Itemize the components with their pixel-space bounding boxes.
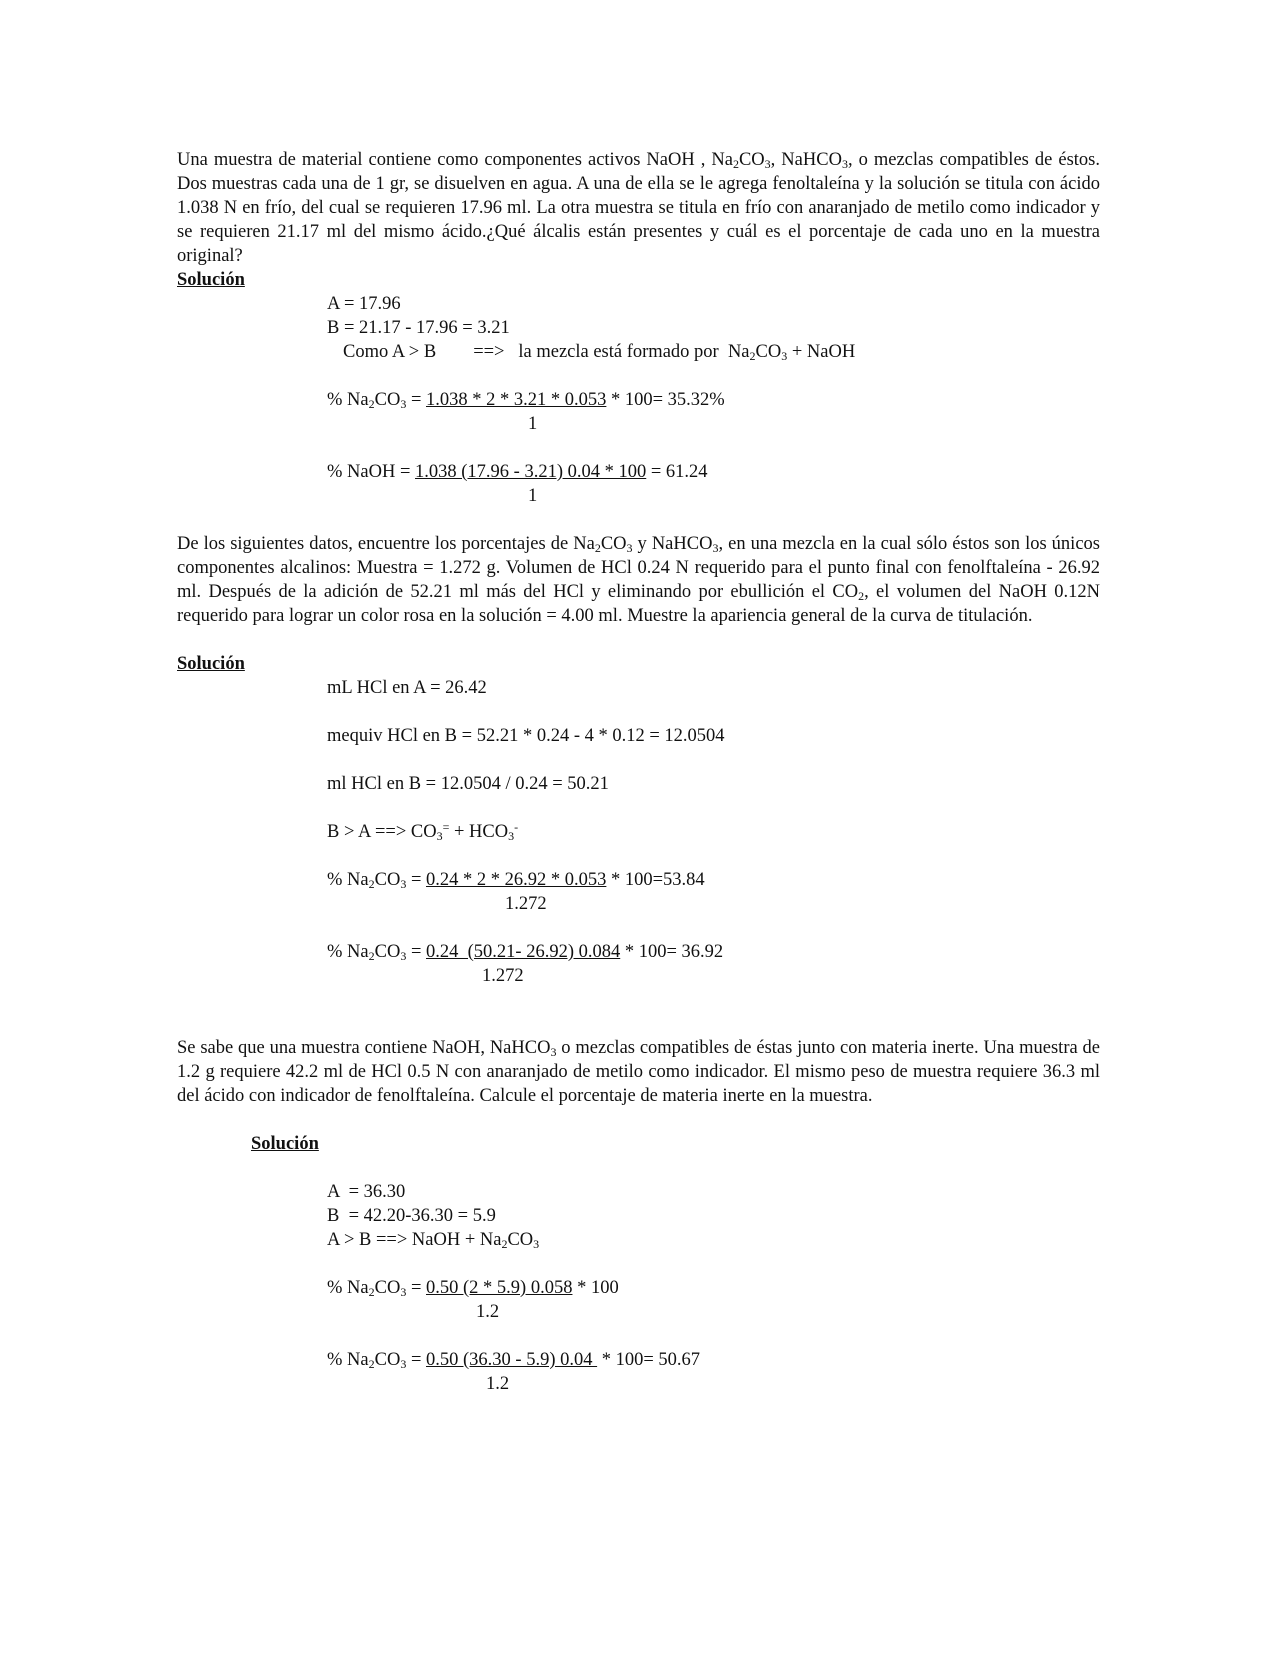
p2-formula-1: % $Na_2CO_3 = 0.24 * 2 * 26.92 * 0.053 * 100=53.84$ (327, 870, 705, 891)
p2-line-b: mequiv HCl en B = 52.21 * 0.24 - 4 * 0.12 = 12.0504 (327, 726, 725, 746)
p3-line-a: A = 36.30 (327, 1182, 406, 1202)
solution-heading-3: Solución (251, 1134, 319, 1154)
p2-line-c: ml HCl en B = 12.0504 / 0.24 = 50.21 (327, 774, 609, 794)
solution-heading-1: Solución (177, 270, 245, 290)
p1-line-c: Como A > B ==> la mezcla está formado por $Na_2CO_3$ + NaOH (343, 342, 856, 363)
problem-3-statement: Se sabe que una muestra contiene NaOH, NaHCO$_3$ o mezclas compatibles de éstas junto con materia inerte. Una muestra de 1.2 g requiere 42.2 ml de HCl 0.5 N con anaranjado de metilo como indicador. El mismo peso de muestra requiere 36.3 ml del ácido con indicador de fenolftaleína. Calcule el porcentaje de materia inerte en la muestra. (177, 1038, 1100, 1106)
p1-line-a: A = 17.96 (327, 294, 401, 314)
p3-formula-2-denominator: 1.2 (486, 1374, 510, 1394)
p2-line-a: mL HCl en A = 26.42 (327, 678, 487, 698)
p1-line-b: B = 21.17 - 17.96 = 3.21 (327, 318, 510, 338)
p1-formula-na2co3-denominator: 1 (528, 414, 538, 434)
p1-formula-naoh-denominator: 1 (528, 486, 538, 506)
problem-2-statement: De los siguientes datos, encuentre los porcentajes de $Na_2CO_3$ y NaHCO$_3$, en una mezcla en la cual sólo éstos son los únicos componentes alcalinos: Muestra = 1.272 g. Volumen de HCl 0.24 N requerido para el punto final con fenolftaleína - 26.92 ml. Después de la adición de 52.21 ml más del HCl y eliminando por ebullición el $CO_2$, el volumen del NaOH 0.12N requerido para lograr un color rosa en la solución = 4.00 ml. Muestre la apariencia general de la curva de titulación. (177, 534, 1100, 626)
p3-line-b: B = 42.20-36.30 = 5.9 (327, 1206, 496, 1226)
p3-line-c: A > B ==> NaOH + $Na_2CO_3$ (327, 1230, 540, 1251)
p3-formula-1: % $Na_2CO_3 = 0.50$ (2 * 5.9) 0.058 * 100 (327, 1278, 619, 1299)
solution-heading-2: Solución (177, 654, 245, 674)
problem-1-statement: Una muestra de material contiene como componentes activos NaOH , $Na_2CO_3$, NaHCO$_3$, o mezclas compatibles de éstos. Dos muestras cada una de 1 gr, se disuelven en agua. A una de ella se le agrega fenoltaleína y la solución se titula con ácido 1.038 N en frío, del cual se requieren 17.96 ml. La otra muestra se titula en frío con anaranjado de metilo como indicador y se requieren 21.17 ml del mismo ácido.¿Qué álcalis están presentes y cuál es el porcentaje de cada uno en la muestra original? (177, 150, 1100, 266)
p2-formula-1-denominator: 1.272 (505, 894, 547, 914)
p2-line-d: B > A ==> $CO_3^= + HCO_3^-$ (327, 820, 519, 843)
p2-formula-2-denominator: 1.272 (482, 966, 524, 986)
p3-formula-1-denominator: 1.2 (476, 1302, 500, 1322)
p1-formula-naoh: % NaOH = 1.038 (17.96 - 3.21) 0.04 * 100 = 61.24 (327, 462, 708, 482)
p1-formula-na2co3: % $Na_2CO_3 = 1.038 * 2 * 3.21 * 0.053 * 100= 35.32\%$ (327, 390, 725, 411)
p3-formula-2: % $Na_2CO_3 = 0.50$ (36.30 - 5.9) 0.04 * 100= 50.67 (327, 1350, 701, 1371)
p2-formula-2: % $Na_2CO_3 = 0.24$ (50.21- 26.92) 0.084 * 100= 36.92 (327, 942, 724, 963)
